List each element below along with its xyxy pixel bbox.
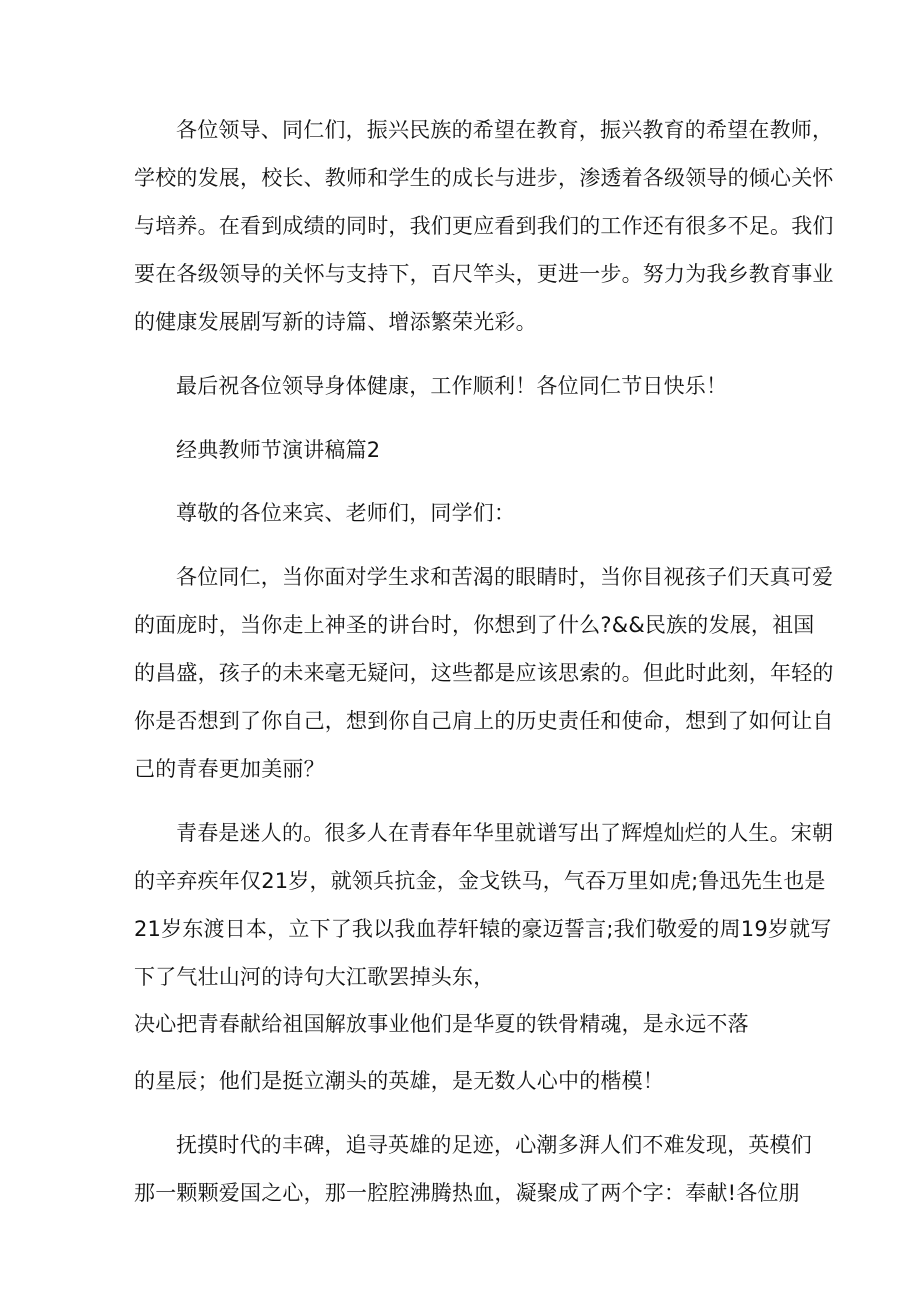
paragraph-3-line-1: 各位同仁，当你面对学生求和苦渴的眼睛时，当你目视孩子们天真可爱	[176, 565, 834, 589]
paragraph-2-line-1: 最后祝各位领导身体健康，工作顺利！各位同仁节日快乐！	[176, 374, 728, 398]
salutation: 尊敬的各位来宾、老师们，同学们：	[176, 501, 516, 525]
paragraph-4-line-6: 的星辰；他们是挺立潮头的英雄，是无数人心中的楷模！	[134, 1069, 664, 1093]
paragraph-5-line-1: 抚摸时代的丰碑，追寻英雄的足迹，心潮多湃人们不难发现，英模们	[176, 1133, 812, 1157]
paragraph-4-line-4: 下了气壮山河的诗句大江歌罢掉头东，	[134, 965, 495, 989]
paragraph-4-line-3: 21岁东渡日本，立下了我以我血荐轩辕的豪迈誓言;我们敬爱的周19岁就写	[134, 917, 832, 941]
paragraph-3-line-4: 你是否想到了你自己，想到你自己肩上的历史责任和使命，想到了如何让自	[134, 709, 834, 733]
paragraph-5-line-2: 那一颗颗爱国之心，那一腔腔沸腾热血，凝聚成了两个字：奉献!各位朋	[134, 1181, 800, 1205]
paragraph-4-line-1: 青春是迷人的。很多人在青春年华里就谱写出了辉煌灿烂的人生。宋朝	[176, 821, 834, 845]
paragraph-3-line-5: 己的青春更加美丽？	[134, 757, 325, 781]
paragraph-4-line-5: 决心把青春献给祖国解放事业他们是华夏的铁骨精魂，是永远不落	[134, 1012, 749, 1036]
paragraph-4-line-2: 的辛弃疾年仅21岁，就领兵抗金，金戈铁马，气吞万里如虎;鲁迅先生也是	[134, 869, 826, 893]
paragraph-1-line-5: 的健康发展剧写新的诗篇、增添繁荣光彩。	[134, 310, 537, 334]
paragraph-1-line-1: 各位领导、同仁们，振兴民族的希望在教育，振兴教育的希望在教师，	[176, 118, 834, 142]
paragraph-3-line-2: 的面庞时，当你走上神圣的讲台时，你想到了什么?&&民族的发展，祖国	[134, 613, 815, 637]
paragraph-1-line-4: 要在各级领导的关怀与支持下，百尺竿头，更进一步。努力为我乡教育事业	[134, 262, 834, 286]
paragraph-3-line-3: 的昌盛，孩子的未来毫无疑问，这些都是应该思索的。但此时此刻，年轻的	[134, 661, 834, 685]
paragraph-1-line-3: 与培养。在看到成绩的同时，我们更应看到我们的工作还有很多不足。我们	[134, 214, 834, 238]
paragraph-1-line-2: 学校的发展，校长、教师和学生的成长与进步，渗透着各级领导的倾心关怀	[134, 166, 834, 190]
section-heading: 经典教师节演讲稿篇2	[176, 438, 381, 462]
